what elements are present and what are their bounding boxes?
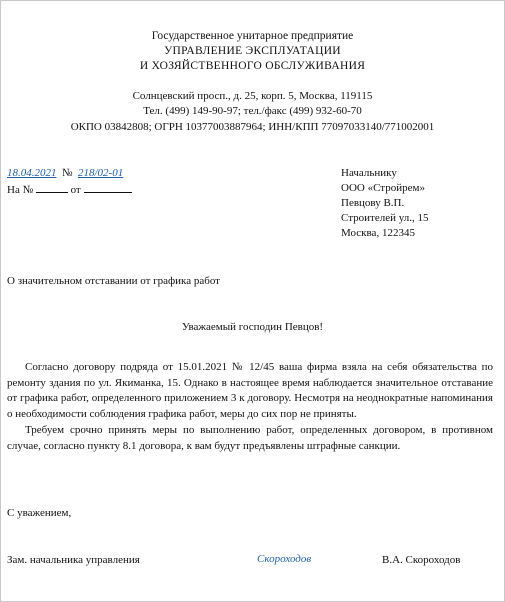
recipient-title: Начальнику [341, 167, 397, 179]
org-type: Государственное унитарное предприятие [151, 30, 354, 42]
letter-body [7, 360, 493, 455]
org-name-line2: И ХОЗЯЙСТВЕННОГО ОБСЛУЖИВАНИЯ [139, 60, 366, 72]
outgoing-reference [7, 167, 123, 179]
recipient-company: ООО «Стройрем» [341, 182, 425, 194]
recipient-street: Строителей ул., 15 [341, 212, 429, 224]
outgoing-number: 218/02-01 [78, 167, 124, 179]
reply-reference [7, 182, 132, 196]
body-paragraph-1: Согласно договору подряда от 15.01.2021 № 12/45 ваша фирма взяла на себя обязательства по ремонту здания по ул. Якиманка, 15. Однако в настоящее время наблюдается значительное отставание от графика работ, определенного приложением 3 к договору. Несмотря на неоднократные напоминания о необходимости соблюдения графика работ, меры до сих пор не приняты. [7, 361, 493, 420]
recipient-name: Певцову В.П. [341, 197, 405, 209]
salutation: Уважаемый господин Певцов! [181, 321, 324, 333]
org-address: Солнцевский просп., д. 25, корп. 5, Москва, 119115 [132, 90, 373, 102]
outgoing-number-prefix: № [62, 167, 73, 179]
org-phones: Тел. (499) 149-90-97; тел./факс (499) 932-60-70 [143, 105, 362, 117]
body-paragraph-2: Требуем срочно принять меры по выполнению работ, определенных договором, в противном случае, согласно пункту 8.1 договора, к вам будут предъявлены штрафные санкции. [7, 424, 493, 452]
signer-position: Зам. начальника управления [7, 554, 140, 566]
reply-from-label: от [70, 184, 81, 196]
outgoing-date: 18.04.2021 [7, 167, 57, 179]
recipient-city: Москва, 122345 [341, 227, 415, 239]
handwritten-signature: Скороходов [257, 553, 312, 565]
signer-name: В.А. Скороходов [382, 554, 461, 566]
reply-number-blank [36, 182, 68, 193]
letter-subject: О значительном отставании от графика работ [7, 275, 220, 287]
reply-date-blank [84, 182, 132, 193]
org-codes: ОКПО 03842808; ОГРН 10377003887964; ИНН/КПП 77097033140/771002001 [70, 121, 435, 133]
reply-number-prefix: На № [7, 184, 34, 196]
closing: С уважением, [7, 507, 72, 519]
org-name-line1: УПРАВЛЕНИЕ ЭКСПЛУАТАЦИИ [164, 45, 341, 57]
